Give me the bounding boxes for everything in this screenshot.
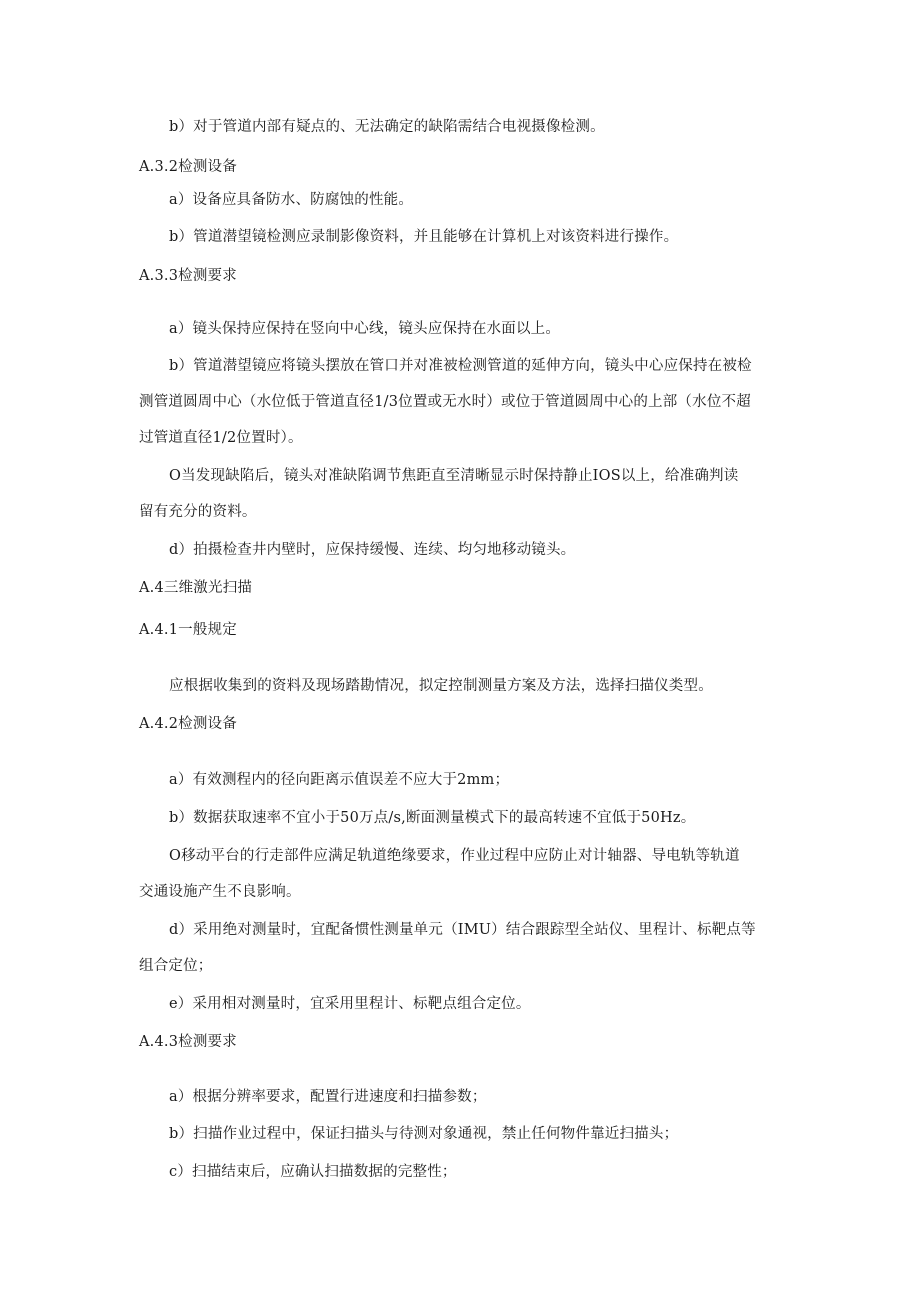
paragraph-line: d）采用绝对测量时，宜配备惯性测量单元（IMU）结合跟踪型全站仪、里程计、标靶点等 — [169, 922, 756, 938]
paragraph-line: 留有充分的资料。 — [139, 504, 257, 520]
paragraph-line: a）设备应具备防水、防腐蚀的性能。 — [169, 192, 414, 208]
paragraph-line: a）根据分辨率要求，配置行进速度和扫描参数； — [169, 1089, 487, 1105]
paragraph-line: c）扫描结束后，应确认扫描数据的完整性； — [169, 1164, 457, 1180]
paragraph-line: b）管道潜望镜检测应录制影像资料，并且能够在计算机上对该资料进行操作。 — [169, 229, 679, 245]
section-heading: A.4.3检测要求 — [139, 1034, 237, 1050]
paragraph-line: O移动平台的行走部件应满足轨道绝缘要求，作业过程中应防止对计轴器、导电轨等轨道 — [169, 848, 740, 864]
paragraph-line: a）有效测程内的径向距离示值误差不应大于2mm； — [169, 772, 510, 788]
paragraph-line: b）管道潜望镜应将镜头摆放在管口并对准被检测管道的延伸方向，镜头中心应保持在被检 — [169, 358, 752, 374]
paragraph-line: 测管道圆周中心（水位低于管道直径1/3位置或无水时）或位于管道圆周中心的上部（水位不超 — [139, 394, 751, 410]
paragraph-line: d）拍摄检查井内壁时，应保持缓慢、连续、均匀地移动镜头。 — [169, 542, 576, 558]
section-heading: A.4三维激光扫描 — [139, 580, 253, 596]
paragraph-line: 组合定位； — [139, 958, 213, 974]
paragraph-line: 交通设施产生不良影响。 — [139, 884, 301, 900]
paragraph-line: 应根据收集到的资料及现场踏勘情况，拟定控制测量方案及方法，选择扫描仪类型。 — [169, 678, 713, 694]
section-heading: A.3.3检测要求 — [139, 268, 237, 284]
paragraph-line: O当发现缺陷后，镜头对准缺陷调节焦距直至清晰显示时保持静止IOS以上，给准确判读 — [169, 468, 739, 484]
section-heading: A.3.2检测设备 — [139, 159, 237, 175]
paragraph-line: a）镜头保持应保持在竖向中心线，镜头应保持在水面以上。 — [169, 321, 561, 337]
paragraph-line: e）采用相对测量时，宜采用里程计、标靶点组合定位。 — [169, 996, 531, 1012]
paragraph-line: 过管道直径1/2位置时）。 — [139, 430, 303, 446]
section-heading: A.4.2检测设备 — [139, 716, 237, 732]
section-heading: A.4.1一般规定 — [139, 622, 237, 638]
paragraph-line: b）数据获取速率不宜小于50万点/s,断面测量模式下的最高转速不宜低于50Hz。 — [169, 810, 696, 826]
paragraph-line: b）扫描作业过程中，保证扫描头与待测对象通视，禁止任何物件靠近扫描头； — [169, 1126, 679, 1142]
paragraph-line: b）对于管道内部有疑点的、无法确定的缺陷需结合电视摄像检测。 — [169, 119, 605, 135]
